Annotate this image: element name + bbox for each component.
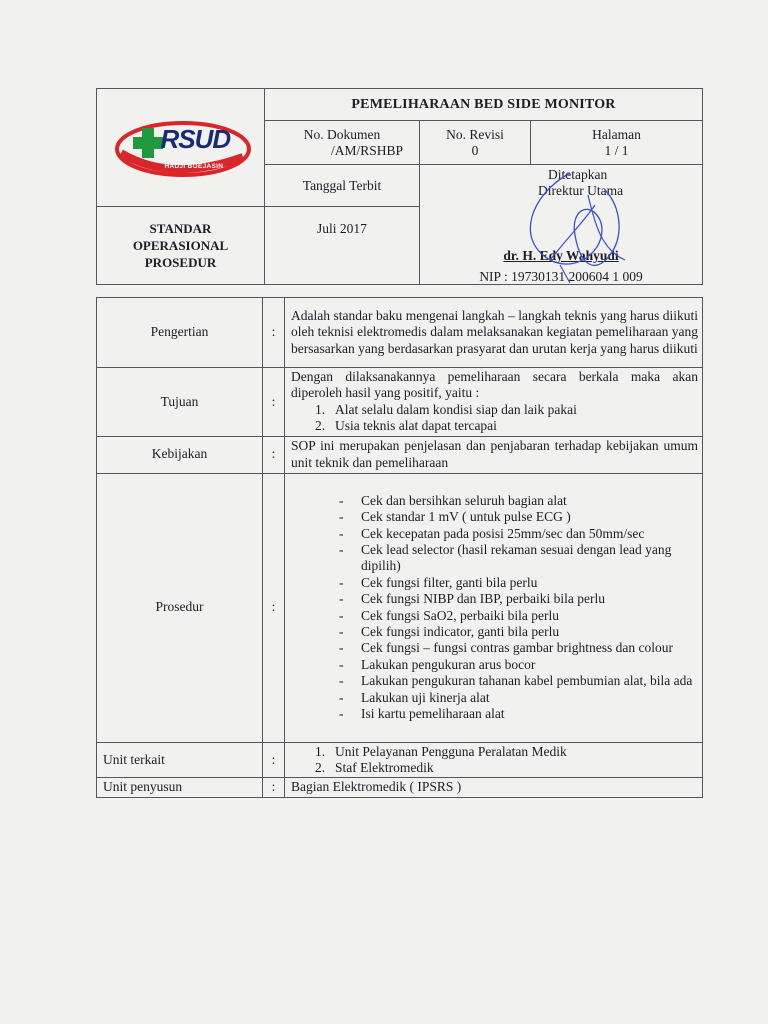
sop-line-1: STANDAR [149, 221, 212, 236]
list-item: - Cek lead selector (hasil rekaman sesuai dengan lead yang dipilih) [339, 542, 672, 574]
revision-cell [420, 121, 531, 165]
revision-label: No. Revisi [446, 126, 504, 142]
tujuan-text: Dengan dilaksanakannya pemeliharaan secara berkala maka akan diperoleh hasil yang positif, yaitu : [291, 369, 698, 401]
colon: : [263, 298, 285, 368]
page-cell [531, 121, 703, 165]
list-item: - Isi kartu pemeliharaan alat [339, 706, 505, 722]
unit-terkait-label: Unit terkait [97, 742, 263, 778]
list-item: - Lakukan pengukuran tahanan kabel pembumian alat, bila ada [339, 673, 693, 689]
sop-header-table [96, 88, 703, 285]
list-item: 2. Usia teknis alat dapat tercapai [315, 418, 497, 434]
colon: : [263, 742, 285, 778]
colon: : [263, 436, 285, 473]
list-item: 1. Unit Pelayanan Pengguna Peralatan Medik [315, 743, 567, 759]
director-name: dr. H. Edy Wahyudi [503, 248, 619, 263]
page-value: 1 / 1 [604, 142, 629, 158]
list-item: - Cek fungsi indicator, ganti bila perlu [339, 624, 560, 640]
kebijakan-text: SOP ini merupakan penjelasan dan penjabaran terhadap kebijakan umum unit teknik dan pemeliharaan [285, 436, 703, 473]
pengertian-text: Adalah standar baku mengenai langkah – langkah teknis yang harus diikuti oleh teknisi elektromedis dalam melaksanakan kegiatan pemeliharaan yang bersasarkan yang berdasarkan prasyarat dan urutan kerja yang harus diikuti [285, 298, 703, 368]
signature-icon [420, 165, 703, 285]
list-item: - Cek dan bersihkan seluruh bagian alat [339, 492, 567, 508]
approved-label: Ditetapkan [548, 167, 608, 182]
list-item: - Cek standar 1 mV ( untuk pulse ECG ) [339, 509, 571, 525]
logo-cell [97, 89, 265, 207]
doc-number-label: No. Dokumen [303, 126, 381, 142]
tujuan-label: Tujuan [97, 368, 263, 437]
list-item: - Lakukan uji kinerja alat [339, 689, 490, 705]
unit-terkait-content [285, 742, 703, 778]
row-kebijakan [97, 436, 703, 473]
sop-body-table [96, 297, 703, 798]
page-label: Halaman [592, 126, 641, 142]
issue-date: Juli 2017 [265, 207, 420, 285]
colon: : [263, 368, 285, 437]
list-item: - Cek fungsi – fungsi contras gambar brightness dan colour [339, 640, 673, 656]
row-unit-terkait [97, 742, 703, 778]
revision-value: 0 [471, 142, 479, 158]
prosedur-content [285, 473, 703, 742]
list-item: - Cek fungsi NIBP dan IBP, perbaiki bila perlu [339, 591, 605, 607]
sop-label-cell [97, 207, 265, 285]
document-title: PEMELIHARAAN BED SIDE MONITOR [265, 89, 703, 121]
row-unit-penyusun [97, 778, 703, 797]
sop-line-2: OPERASIONAL [132, 238, 229, 253]
row-pengertian [97, 298, 703, 368]
list-item: - Cek kecepatan pada posisi 25mm/sec dan 50mm/sec [339, 525, 645, 541]
list-item: 1. Alat selalu dalam kondisi siap dan laik pakai [315, 401, 577, 417]
colon: : [263, 778, 285, 797]
doc-number-value: /AM/RSHBP [330, 142, 404, 158]
list-item: - Lakukan pengukuran arus bocor [339, 656, 536, 672]
tujuan-content [285, 368, 703, 437]
pengertian-label: Pengertian [97, 298, 263, 368]
prosedur-label: Prosedur [97, 473, 263, 742]
row-prosedur [97, 473, 703, 742]
logo-name: RSUD [160, 123, 231, 154]
sop-line-3: PROSEDUR [144, 255, 217, 270]
kebijakan-label: Kebijakan [97, 436, 263, 473]
issue-label: Tanggal Terbit [265, 165, 420, 207]
colon: : [263, 473, 285, 742]
rsud-logo [111, 113, 251, 183]
doc-number-cell [265, 121, 420, 165]
approver-title: Direktur Utama [538, 183, 624, 198]
approval-cell [420, 165, 703, 285]
list-item: - Cek fungsi SaO2, perbaiki bila perlu [339, 607, 559, 623]
list-item: - Cek fungsi filter, ganti bila perlu [339, 574, 538, 590]
row-tujuan [97, 368, 703, 437]
unit-penyusun-label: Unit penyusun [97, 778, 263, 797]
logo-subtitle: HADJI BOEJASIN [164, 162, 224, 170]
list-item: 2. Staf Elektromedik [315, 760, 434, 776]
unit-penyusun-text: Bagian Elektromedik ( IPSRS ) [285, 778, 703, 797]
director-nip: NIP : 19730131 200604 1 009 [479, 269, 643, 284]
prosedur-list [291, 493, 698, 723]
